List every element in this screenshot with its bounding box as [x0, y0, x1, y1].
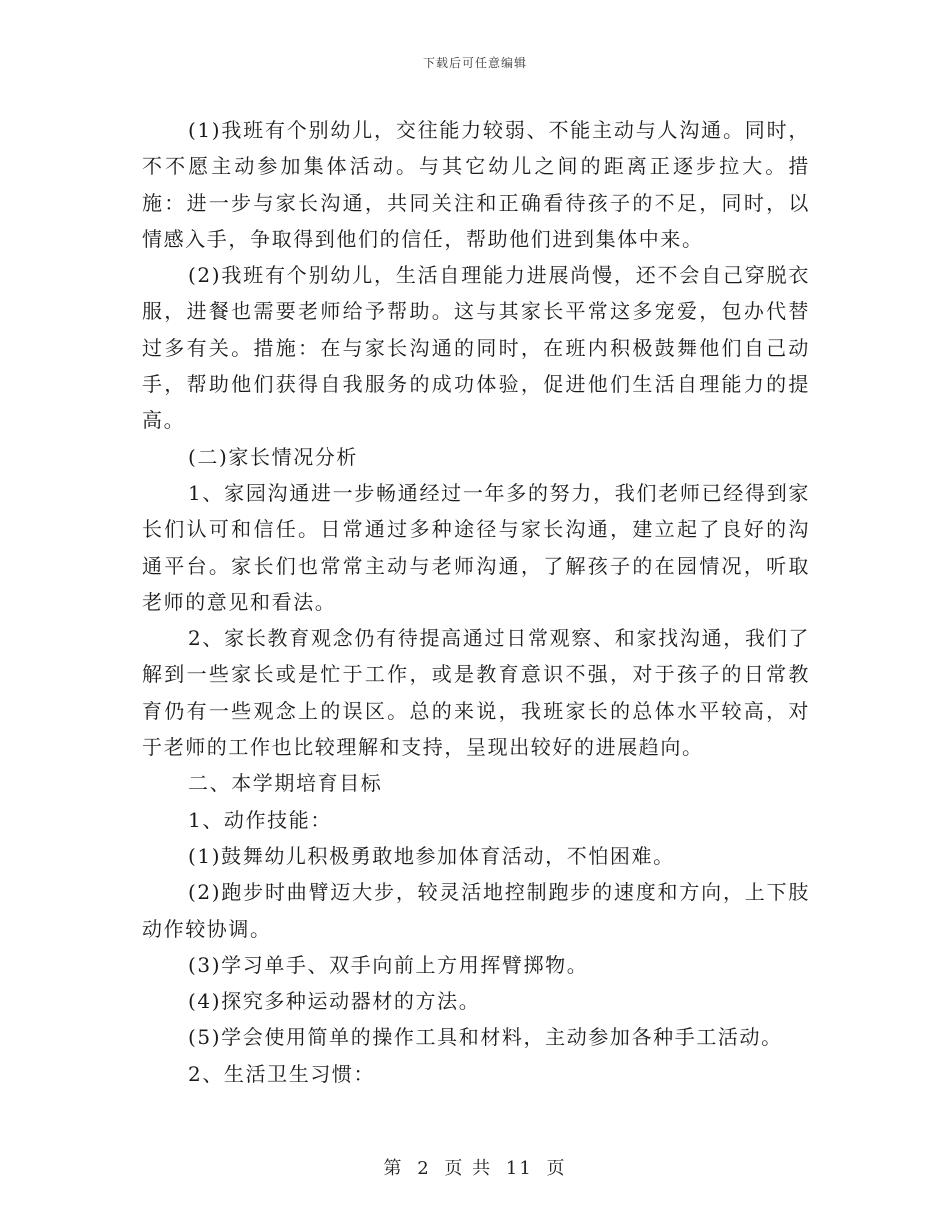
page-mid: 页 共	[444, 1158, 493, 1179]
section-heading: (二)家长情况分析	[188, 444, 359, 469]
page-footer	[0, 1154, 950, 1180]
paragraph: 2、家长教育观念仍有待提高通过日常观察、和家找沟通，我们了解到一些家长或是忙于工作，或是教育意识不强，对于孩子的日常教育仍有一些观念上的误区。总的来说，我班家长的总体水平较高，对于老师的工作也比较理解和支持，呈现出较好的进展趋向。	[142, 626, 810, 760]
list-item: (1)鼓舞幼儿积极勇敢地参加体育活动，不怕困难。	[188, 843, 675, 868]
page-header-note: 下载后可任意编辑	[422, 56, 527, 70]
list-item: (5)学会使用简单的操作工具和材料，主动参加各种手工活动。	[188, 1025, 783, 1050]
subsection-heading: 1、动作技能：	[188, 807, 332, 832]
paragraph: 1、家园沟通进一步畅通经过一年多的努力，我们老师已经得到家长们认可和信任。日常通过多种途径与家长沟通，建立起了良好的沟通平台。家长们也常常主动与老师沟通，了解孩子的在园情况，听取老师的意见和看法。	[142, 480, 810, 614]
list-item: (4)探究多种运动器材的方法。	[188, 989, 481, 1014]
page-total: 11	[505, 1158, 533, 1179]
list-item: (2)跑步时曲臂迈大步，较灵活地控制跑步的速度和方向，上下肢动作较协调。	[142, 880, 810, 941]
page-prefix: 第	[383, 1158, 404, 1179]
page-suffix: 页	[546, 1158, 567, 1179]
paragraph: (1)我班有个别幼儿，交往能力较弱、不能主动与人沟通。同时，不不愿主动参加集体活动。与其它幼儿之间的距离正逐步拉大。措施：进一步与家长沟通，共同关注和正确看待孩子的不足，同时，以情感入手，争取得到他们的信任，帮助他们进到集体中来。	[142, 118, 810, 251]
list-item: (3)学习单手、双手向前上方用挥臂掷物。	[188, 952, 589, 977]
subsection-heading: 2、生活卫生习惯：	[188, 1061, 376, 1086]
document-body	[142, 112, 810, 1092]
paragraph: (2)我班有个别幼儿，生活自理能力进展尚慢，还不会自己穿脱衣服，进餐也需要老师给予帮助。这与其家长平常这多宠爱，包办代替过多有关。措施：在与家长沟通的同时，在班内积极鼓舞他们自己动手，帮助他们获得自我服务的成功体验，促进他们生活自理能力的提高。	[142, 263, 810, 433]
page-number: 2	[417, 1158, 431, 1179]
section-heading: 二、本学期培育目标	[188, 771, 383, 796]
